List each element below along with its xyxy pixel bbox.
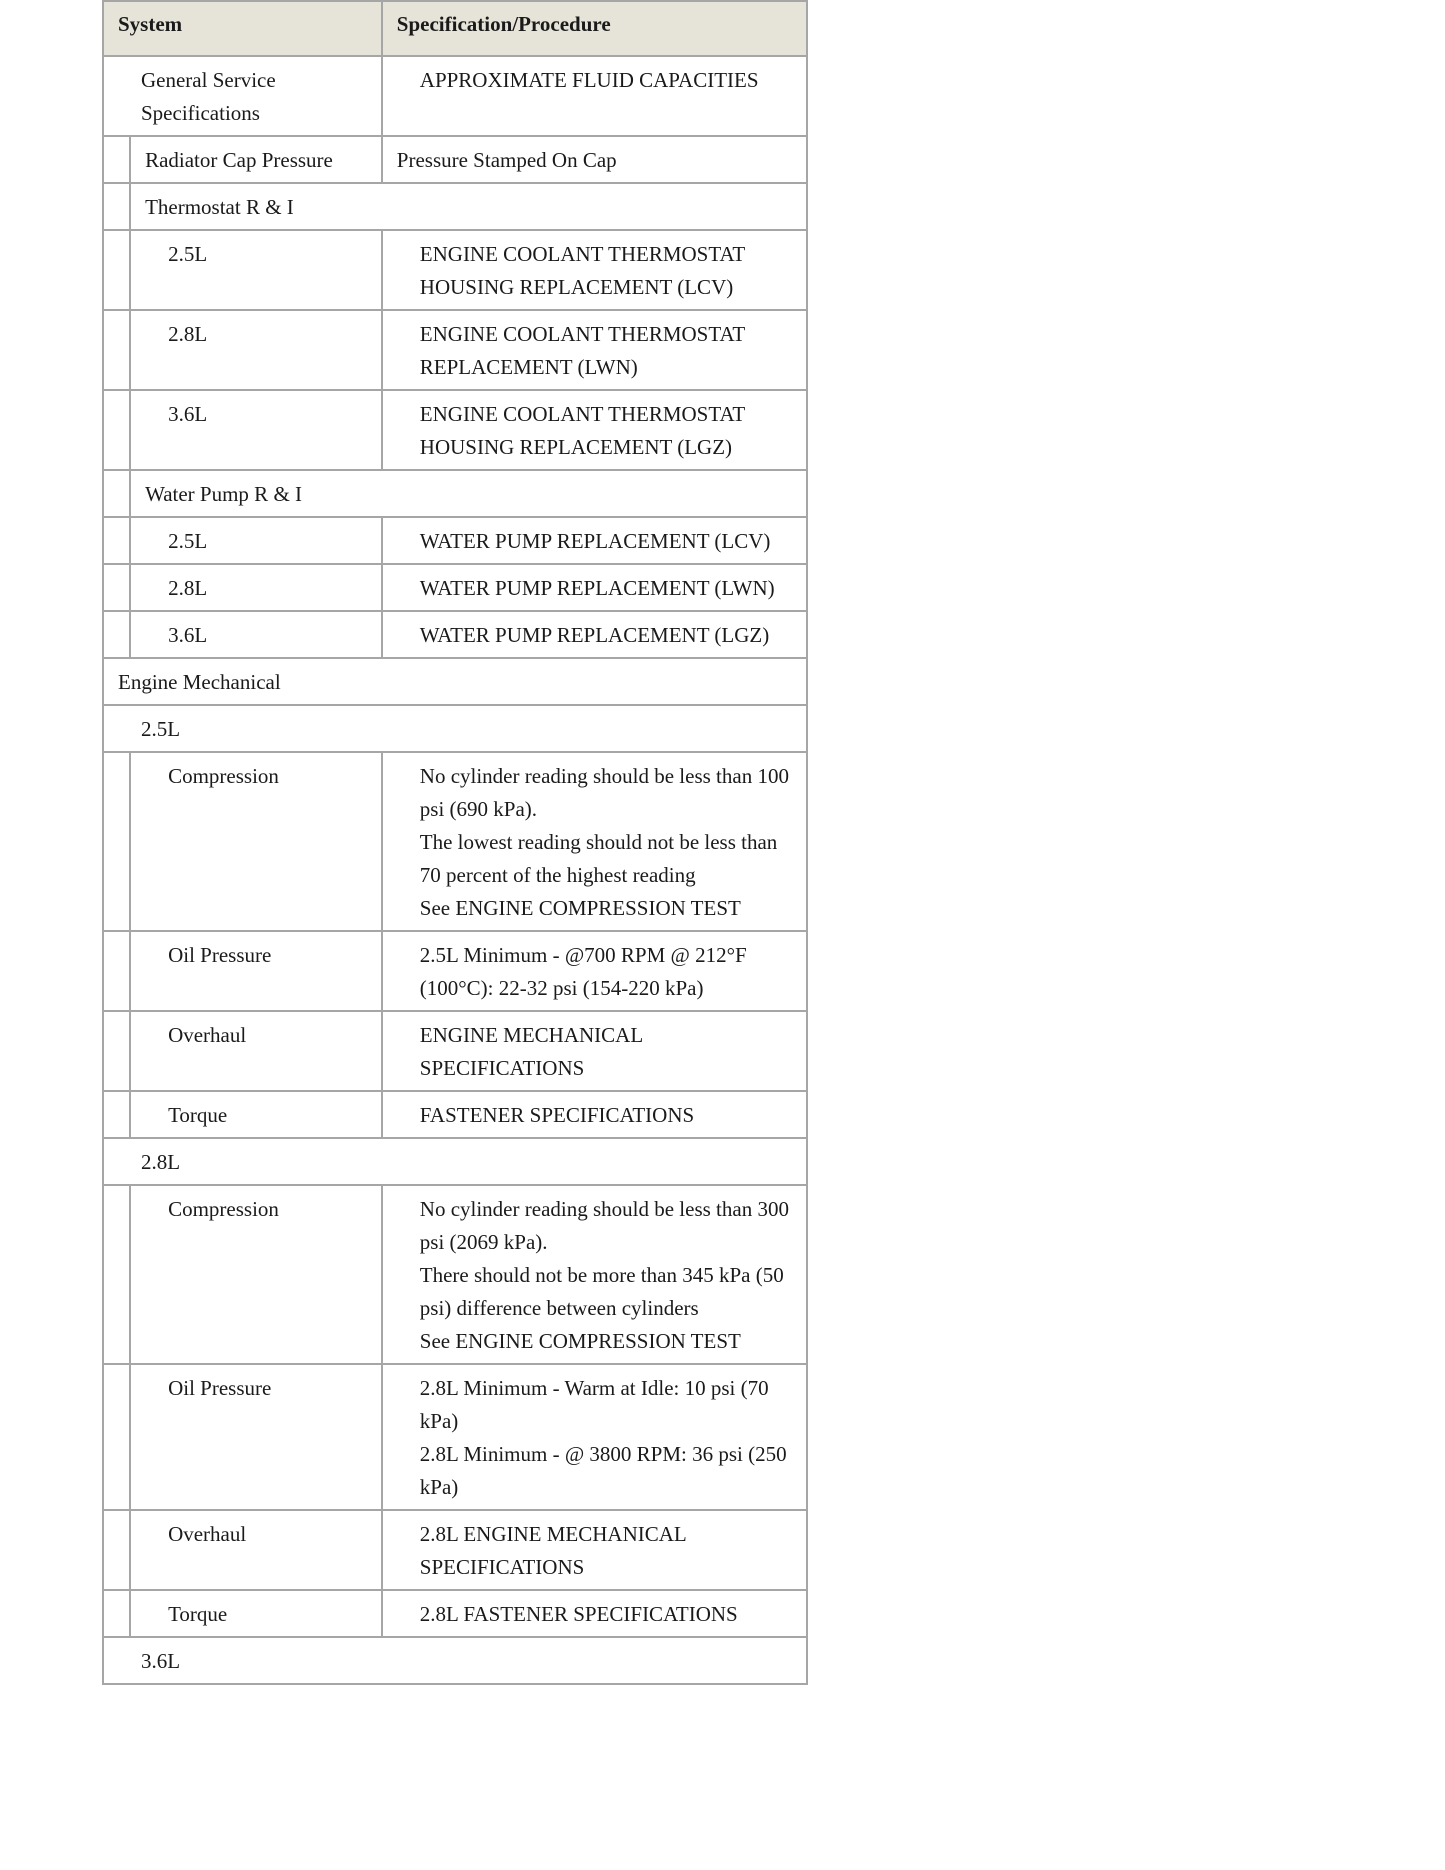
thermostat-spec: ENGINE COOLANT THERMOSTAT REPLACEMENT (LWN) — [382, 310, 807, 390]
overhaul-spec: 2.8L ENGINE MECHANICAL SPECIFICATIONS — [382, 1510, 807, 1590]
spec-line: There should not be more than 345 kPa (50 psi) difference between cylinders — [419, 1263, 784, 1320]
compression-spec — [382, 1185, 807, 1364]
radiator-cap-label: Radiator Cap Pressure — [130, 136, 382, 183]
spec-line: See ENGINE COMPRESSION TEST — [419, 1329, 741, 1353]
indent-cell — [103, 1185, 130, 1364]
indent-cell — [103, 230, 130, 310]
table-row — [103, 658, 807, 705]
engine-25-label: 2.5L — [103, 705, 807, 752]
indent-cell — [103, 611, 130, 658]
header-row — [103, 1, 807, 56]
indent-cell — [103, 1590, 130, 1637]
water-pump-spec: WATER PUMP REPLACEMENT (LCV) — [382, 517, 807, 564]
table-row — [103, 705, 807, 752]
table-row — [103, 1510, 807, 1590]
table-row — [103, 1011, 807, 1091]
table-row — [103, 183, 807, 230]
table-row — [103, 390, 807, 470]
table-row — [103, 517, 807, 564]
torque-label: Torque — [130, 1590, 382, 1637]
thermostat-engine: 2.5L — [130, 230, 382, 310]
water-pump-engine: 2.5L — [130, 517, 382, 564]
water-pump-engine: 2.8L — [130, 564, 382, 611]
table-row — [103, 1637, 807, 1684]
compression-label: Compression — [130, 1185, 382, 1364]
torque-label: Torque — [130, 1091, 382, 1138]
overhaul-label: Overhaul — [130, 1510, 382, 1590]
compression-spec — [382, 752, 807, 931]
table-row — [103, 611, 807, 658]
indent-cell — [103, 390, 130, 470]
table-row — [103, 470, 807, 517]
table-row — [103, 1138, 807, 1185]
indent-cell — [103, 1510, 130, 1590]
radiator-cap-spec: Pressure Stamped On Cap — [382, 136, 807, 183]
thermostat-engine: 2.8L — [130, 310, 382, 390]
indent-cell — [103, 136, 130, 183]
table-row — [103, 752, 807, 931]
specifications-table — [102, 0, 808, 1685]
table-row — [103, 230, 807, 310]
compression-label: Compression — [130, 752, 382, 931]
table-row — [103, 1091, 807, 1138]
spec-line: The lowest reading should not be less than 70 percent of the highest reading — [419, 830, 778, 887]
overhaul-spec: ENGINE MECHANICAL SPECIFICATIONS — [382, 1011, 807, 1091]
overhaul-label: Overhaul — [130, 1011, 382, 1091]
spec-line: No cylinder reading should be less than 300 psi (2069 kPa). — [419, 1197, 789, 1254]
table-row — [103, 310, 807, 390]
thermostat-spec: ENGINE COOLANT THERMOSTAT HOUSING REPLACEMENT (LGZ) — [382, 390, 807, 470]
spec-line: No cylinder reading should be less than 100 psi (690 kPa). — [419, 764, 789, 821]
oil-pressure-label: Oil Pressure — [130, 931, 382, 1011]
spec-line: 2.8L Minimum - Warm at Idle: 10 psi (70 kPa) — [419, 1376, 769, 1433]
indent-cell — [103, 564, 130, 611]
table-row — [103, 136, 807, 183]
table-row — [103, 1185, 807, 1364]
indent-cell — [103, 1091, 130, 1138]
water-pump-engine: 3.6L — [130, 611, 382, 658]
engine-28-label: 2.8L — [103, 1138, 807, 1185]
oil-pressure-spec: 2.5L Minimum - @700 RPM @ 212°F (100°C): 22-32 psi (154-220 kPa) — [382, 931, 807, 1011]
general-service-label: General Service Specifications — [103, 56, 382, 136]
oil-pressure-label: Oil Pressure — [130, 1364, 382, 1510]
table-row — [103, 931, 807, 1011]
spec-line: See ENGINE COMPRESSION TEST — [419, 896, 741, 920]
engine-36-label: 3.6L — [103, 1637, 807, 1684]
indent-cell — [103, 470, 130, 517]
indent-cell — [103, 517, 130, 564]
torque-spec: 2.8L FASTENER SPECIFICATIONS — [382, 1590, 807, 1637]
water-pump-spec: WATER PUMP REPLACEMENT (LGZ) — [382, 611, 807, 658]
indent-cell — [103, 752, 130, 931]
table-row — [103, 56, 807, 136]
header-system: System — [103, 1, 382, 56]
table-row — [103, 564, 807, 611]
table-row — [103, 1364, 807, 1510]
indent-cell — [103, 1011, 130, 1091]
header-spec: Specification/Procedure — [382, 1, 807, 56]
general-service-spec: APPROXIMATE FLUID CAPACITIES — [382, 56, 807, 136]
thermostat-engine: 3.6L — [130, 390, 382, 470]
oil-pressure-spec — [382, 1364, 807, 1510]
thermostat-label: Thermostat R & I — [130, 183, 807, 230]
indent-cell — [103, 1364, 130, 1510]
indent-cell — [103, 183, 130, 230]
water-pump-label: Water Pump R & I — [130, 470, 807, 517]
torque-spec: FASTENER SPECIFICATIONS — [382, 1091, 807, 1138]
engine-mechanical-label: Engine Mechanical — [103, 658, 807, 705]
thermostat-spec: ENGINE COOLANT THERMOSTAT HOUSING REPLACEMENT (LCV) — [382, 230, 807, 310]
water-pump-spec: WATER PUMP REPLACEMENT (LWN) — [382, 564, 807, 611]
table-row — [103, 1590, 807, 1637]
indent-cell — [103, 931, 130, 1011]
indent-cell — [103, 310, 130, 390]
spec-line: 2.8L Minimum - @ 3800 RPM: 36 psi (250 kPa) — [419, 1442, 787, 1499]
